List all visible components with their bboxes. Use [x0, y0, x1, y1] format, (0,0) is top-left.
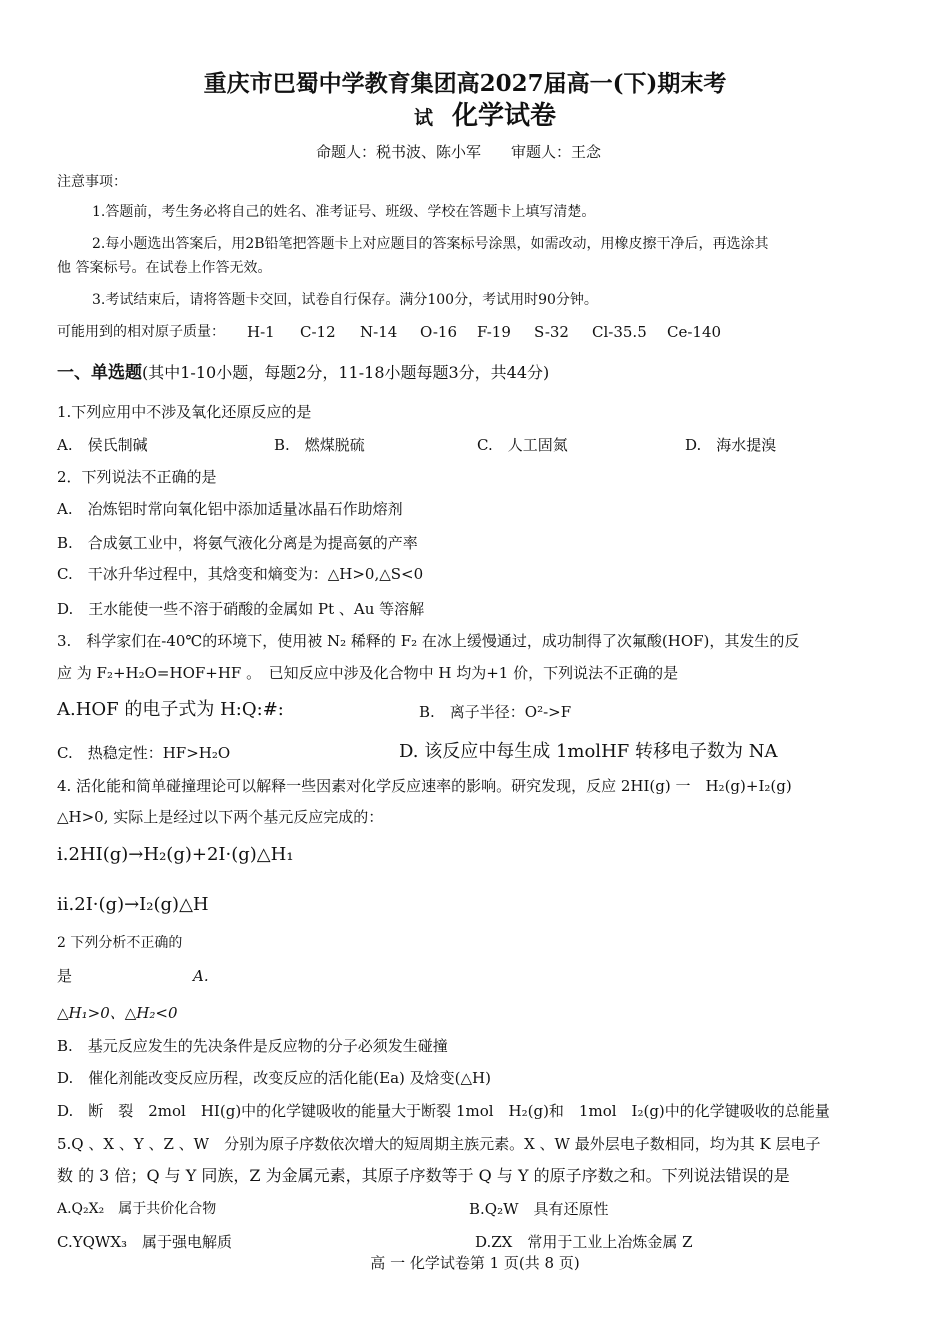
- atomic-mass: Ce-140: [667, 323, 722, 341]
- page-title-part: 试: [414, 107, 434, 129]
- subject-title: 化学试卷: [452, 101, 557, 131]
- atomic-mass: N-14: [360, 323, 398, 341]
- question-stem: 数 的 3 倍；Q 与 Y 同族，Z 为金属元素，其原子序数等于 Q 与 Y 的原子序数之和。下列说法错误的是: [57, 1166, 790, 1185]
- atomic-mass: S-32: [534, 323, 569, 341]
- question-stem: 1.下列应用中不涉及氧化还原反应的是: [57, 403, 312, 421]
- note-item: 3.考试结束后，请将答题卡交回，试卷自行保存。满分100分，考试用时90分钟。: [92, 292, 598, 308]
- question-stem: 3. 科学家们在-40℃的环境下，使用被 N₂ 稀释的 F₂ 在冰上缓慢通过，成功制得了次氟酸(HOF)，其发生的反: [57, 632, 800, 650]
- note-item: 2.每小题选出答案后，用2B铅笔把答题卡上对应题目的答案标号涂黑，如需改动，用橡皮擦干净后，再选涂其: [92, 236, 769, 252]
- option-d: D. 海水提溴: [685, 436, 777, 454]
- question-stem: 2．下列说法不正确的是: [57, 468, 217, 486]
- option-b: B. 离子半径：O²->F: [419, 703, 572, 721]
- option-c: C.YQWX₃ 属于强电解质: [57, 1233, 233, 1251]
- page-title: 重庆市巴蜀中学教育集团高2027届高一(下)期末考: [203, 70, 727, 97]
- option-c: C. 人工固氮: [477, 436, 568, 454]
- option-c: C. 热稳定性：HF>H₂O: [57, 744, 231, 762]
- option-d: D.ZX 常用于工业上冶炼金属 Z: [475, 1233, 693, 1251]
- page-footer: 高 一 化学试卷第 1 页(共 8 页): [370, 1254, 580, 1272]
- option-a-label: A.: [193, 967, 209, 985]
- atomic-mass: F-19: [477, 323, 511, 341]
- atomic-mass: O-16: [420, 323, 458, 341]
- question-stem: △H>0, 实际上是经过以下两个基元反应完成的：: [57, 808, 384, 826]
- atomic-mass-label: 可能用到的相对原子质量：: [57, 324, 225, 340]
- atomic-mass: Cl-35.5: [592, 323, 647, 341]
- reaction-equation: ii.2I·(g)→I₂(g)△H: [57, 894, 209, 915]
- section-heading: [57, 363, 549, 383]
- section-note: (其中1-10小题，每题2分，11-18小题每题3分，共44分): [142, 363, 550, 382]
- option-a: A.HOF 的电子式为 H:Q:#:: [57, 699, 284, 720]
- option-c: D. 催化剂能改变反应历程，改变反应的活化能(Ea) 及焓变(△H): [57, 1069, 491, 1087]
- option-c: C. 干冰升华过程中，其焓变和熵变为：△H>0,△S<0: [57, 565, 424, 583]
- question-prompt: 是: [57, 967, 73, 985]
- authors: 命题人：税书波、陈小军 审题人：王念: [316, 143, 602, 161]
- option-a: A.Q₂X₂ 属于共价化合物: [57, 1201, 217, 1217]
- option-b: B. 燃煤脱硫: [274, 436, 365, 454]
- option-a: △H₁>0、△H₂<0: [57, 1004, 178, 1022]
- reaction-equation: i.2HI(g)→H₂(g)+2I·(g)△H₁: [57, 844, 294, 865]
- note-item: 1.答题前，考生务必将自己的姓名、准考证号、班级、学校在答题卡上填写清楚。: [92, 204, 596, 220]
- atomic-mass: H-1: [247, 323, 275, 341]
- option-b: B.Q₂W 具有还原性: [469, 1200, 609, 1218]
- section-title: 一、单选题: [57, 363, 142, 383]
- atomic-mass: C-12: [300, 323, 336, 341]
- note-item: 他 答案标号。在试卷上作答无效。: [57, 260, 272, 276]
- option-b: B. 合成氨工业中，将氨气液化分离是为提高氨的产率: [57, 534, 418, 552]
- option-a: A. 冶炼铝时常向氧化铝中添加适量冰晶石作助熔剂: [57, 500, 403, 518]
- question-prompt: 2 下列分析不正确的: [57, 935, 183, 951]
- option-d: D. 断 裂 2mol HI(g)中的化学键吸收的能量大于断裂 1mol H₂(g)和 1mol I₂(g)中的化学键吸收的总能量: [57, 1102, 830, 1120]
- question-stem: 4. 活化能和简单碰撞理论可以解释一些因素对化学反应速率的影响。研究发现，反应 2HI(g) 一 H₂(g)+I₂(g): [57, 777, 792, 795]
- question-stem: 应 为 F₂+H₂O=HOF+HF 。 已知反应中涉及化合物中 H 均为+1 价，下列说法不正确的是: [57, 664, 679, 682]
- notes-heading: 注意事项：: [57, 174, 127, 190]
- option-d: D. 该反应中每生成 1molHF 转移电子数为 NA: [399, 741, 778, 762]
- option-a: A. 侯氏制碱: [57, 436, 148, 454]
- question-stem: 5.Q 、X 、Y 、Z 、W 分别为原子序数依次增大的短周期主族元素。X 、W 最外层电子数相同，均为其 K 层电子: [57, 1135, 821, 1153]
- option-b: B. 基元反应发生的先决条件是反应物的分子必须发生碰撞: [57, 1037, 448, 1055]
- option-d: D. 王水能使一些不溶于硝酸的金属如 Pt 、Au 等溶解: [57, 600, 425, 618]
